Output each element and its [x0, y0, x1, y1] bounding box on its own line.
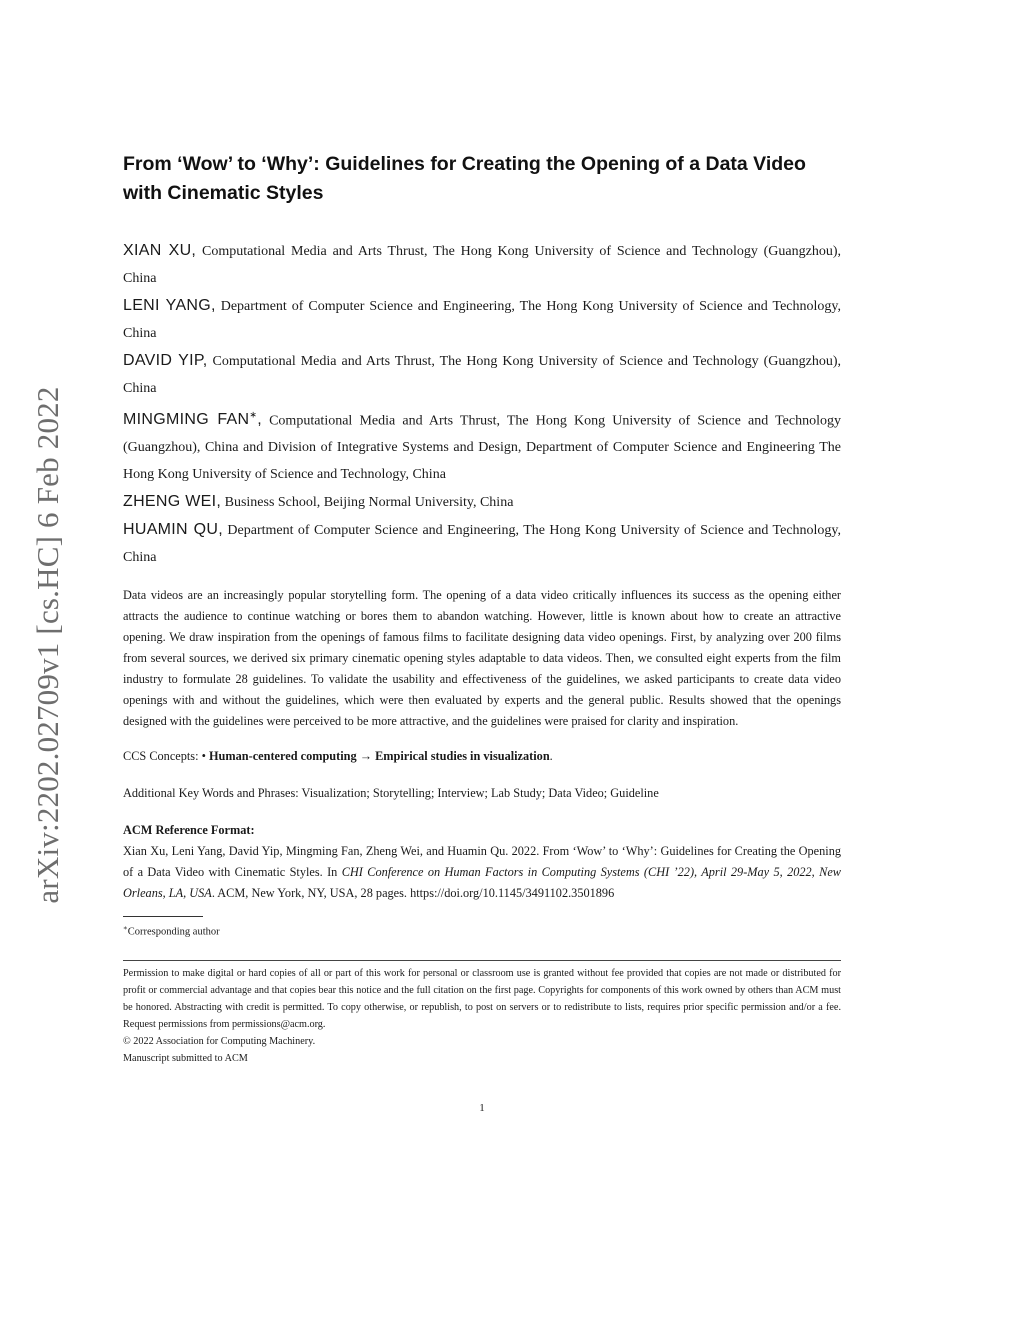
- acm-reference-heading: ACM Reference Format:: [123, 823, 255, 838]
- author-entry: [123, 402, 841, 488]
- copyright-line: © 2022 Association for Computing Machinery.: [123, 1035, 316, 1047]
- footnote: ∗Corresponding author: [123, 924, 220, 938]
- manuscript-note: Manuscript submitted to ACM: [123, 1052, 248, 1064]
- corresponding-marker: ∗: [249, 410, 258, 420]
- author-entry: [123, 292, 841, 347]
- author-name: LENI YANG,: [123, 297, 216, 314]
- author-affiliation: Computational Media and Arts Thrust, The Hong Kong University of Science and Technology (Guangzhou), China and Division of Integrative Systems and Design, Department of Computer Science and Engineering The Hong Kong University of Science and Technology, China: [123, 413, 841, 483]
- page-number: 1: [479, 1102, 485, 1114]
- author-affiliation: Business School, Beijing Normal University, China: [224, 495, 514, 511]
- permission-divider: [123, 960, 841, 961]
- author-affiliation: Computational Media and Arts Thrust, The Hong Kong University of Science and Technology (Guangzhou), China: [123, 354, 841, 396]
- author-affiliation: Department of Computer Science and Engineering, The Hong Kong University of Science and Technology, China: [123, 299, 841, 341]
- author-entry: [123, 237, 841, 292]
- abstract: Data videos are an increasingly popular storytelling form. The opening of a data video critically influences its success as the opening either attracts the audience to continue watching or bores them to abandon watching. However, little is known about how to create an attractive opening. We draw inspiration from the openings of famous films to facilitate designing data video openings. First, by analyzing over 200 films from several sources, we derived six primary cinematic opening styles adaptable to data videos. Then, we consulted eight experts from the film industry to formulate 28 guidelines. To validate the usability and effectiveness of the guidelines, we asked participants to create data video openings with and without the guidelines, which were then evaluated by experts and the general public. Results showed that the openings designed with the guidelines were perceived to be more attractive, and the guidelines were praised for clarity and inspiration.: [123, 588, 841, 729]
- author-affiliation: Computational Media and Arts Thrust, The Hong Kong University of Science and Technology (Guangzhou), China: [123, 244, 842, 286]
- author-name: MINGMING FAN∗,: [123, 410, 262, 429]
- ccs-concept: Human-centered computing → Empirical studies in visualization: [208, 749, 550, 764]
- ccs-concepts: CCS Concepts: • Human-centered computing → Empirical studies in visualization.: [123, 749, 553, 764]
- author-entry: [123, 347, 841, 402]
- author-name: HUAMIN QU,: [123, 521, 223, 539]
- ccs-label: CCS Concepts: •: [123, 749, 206, 764]
- author-name: XIAN XU,: [123, 242, 197, 259]
- footnote-divider: [123, 916, 203, 917]
- paper-title: From ‘Wow’ to ‘Why’: Guidelines for Creating the Opening of a Data Video with Cinematic Styles: [123, 153, 806, 204]
- arxiv-identifier: arXiv:2202.02709v1 [cs.HC] 6 Feb 2022: [30, 386, 65, 904]
- arxiv-sidebar: [24, 360, 72, 930]
- author-affiliation: Department of Computer Science and Engineering, The Hong Kong University of Science and Technology, China: [123, 523, 842, 566]
- author-entry: [123, 516, 841, 571]
- acm-reference: Xian Xu, Leni Yang, David Yip, Mingming Fan, Zheng Wei, and Huamin Qu. 2022. From ‘Wow’ to ‘Why’: Guidelines for Creating the Opening of a Data Video with Cinematic Styles. In CHI Conference on Human Factors in Computing Systems (CHI ’22), April 29-May 5, 2022, New Orleans, LA, USA. ACM, New York, NY, USA, 28 pages. https://doi.org/10.1145/3491102.3501896: [123, 844, 841, 901]
- paper-body: [123, 150, 841, 1067]
- acm-doi[interactable]: . ACM, New York, NY, USA, 28 pages. https://doi.org/10.1145/3491102.3501896: [211, 886, 615, 901]
- acm-venue: CHI Conference on Human Factors in Computing Systems (CHI ’22), April 29-May 5, 2022, New Orleans, LA, USA: [123, 865, 841, 901]
- permission-notice: Permission to make digital or hard copies of all or part of this work for personal or classroom use is granted without fee provided that copies are not made or distributed for profit or commercial advantage and that copies bear this notice and the full citation on the first page. Copyrights for components of this work owned by others than ACM must be honored. Abstracting with credit is permitted. To copy otherwise, or republish, to post on servers or to redistribute to lists, requires prior specific permission and/or a fee. Request permissions from permissions@acm.org.: [123, 967, 841, 1030]
- author-entry: [123, 488, 841, 516]
- keywords: Additional Key Words and Phrases: Visualization; Storytelling; Interview; Lab Study; Data Video; Guideline: [123, 786, 659, 801]
- author-name: ZHENG WEI,: [123, 493, 222, 511]
- author-list: [123, 237, 841, 571]
- author-name: DAVID YIP,: [123, 352, 208, 369]
